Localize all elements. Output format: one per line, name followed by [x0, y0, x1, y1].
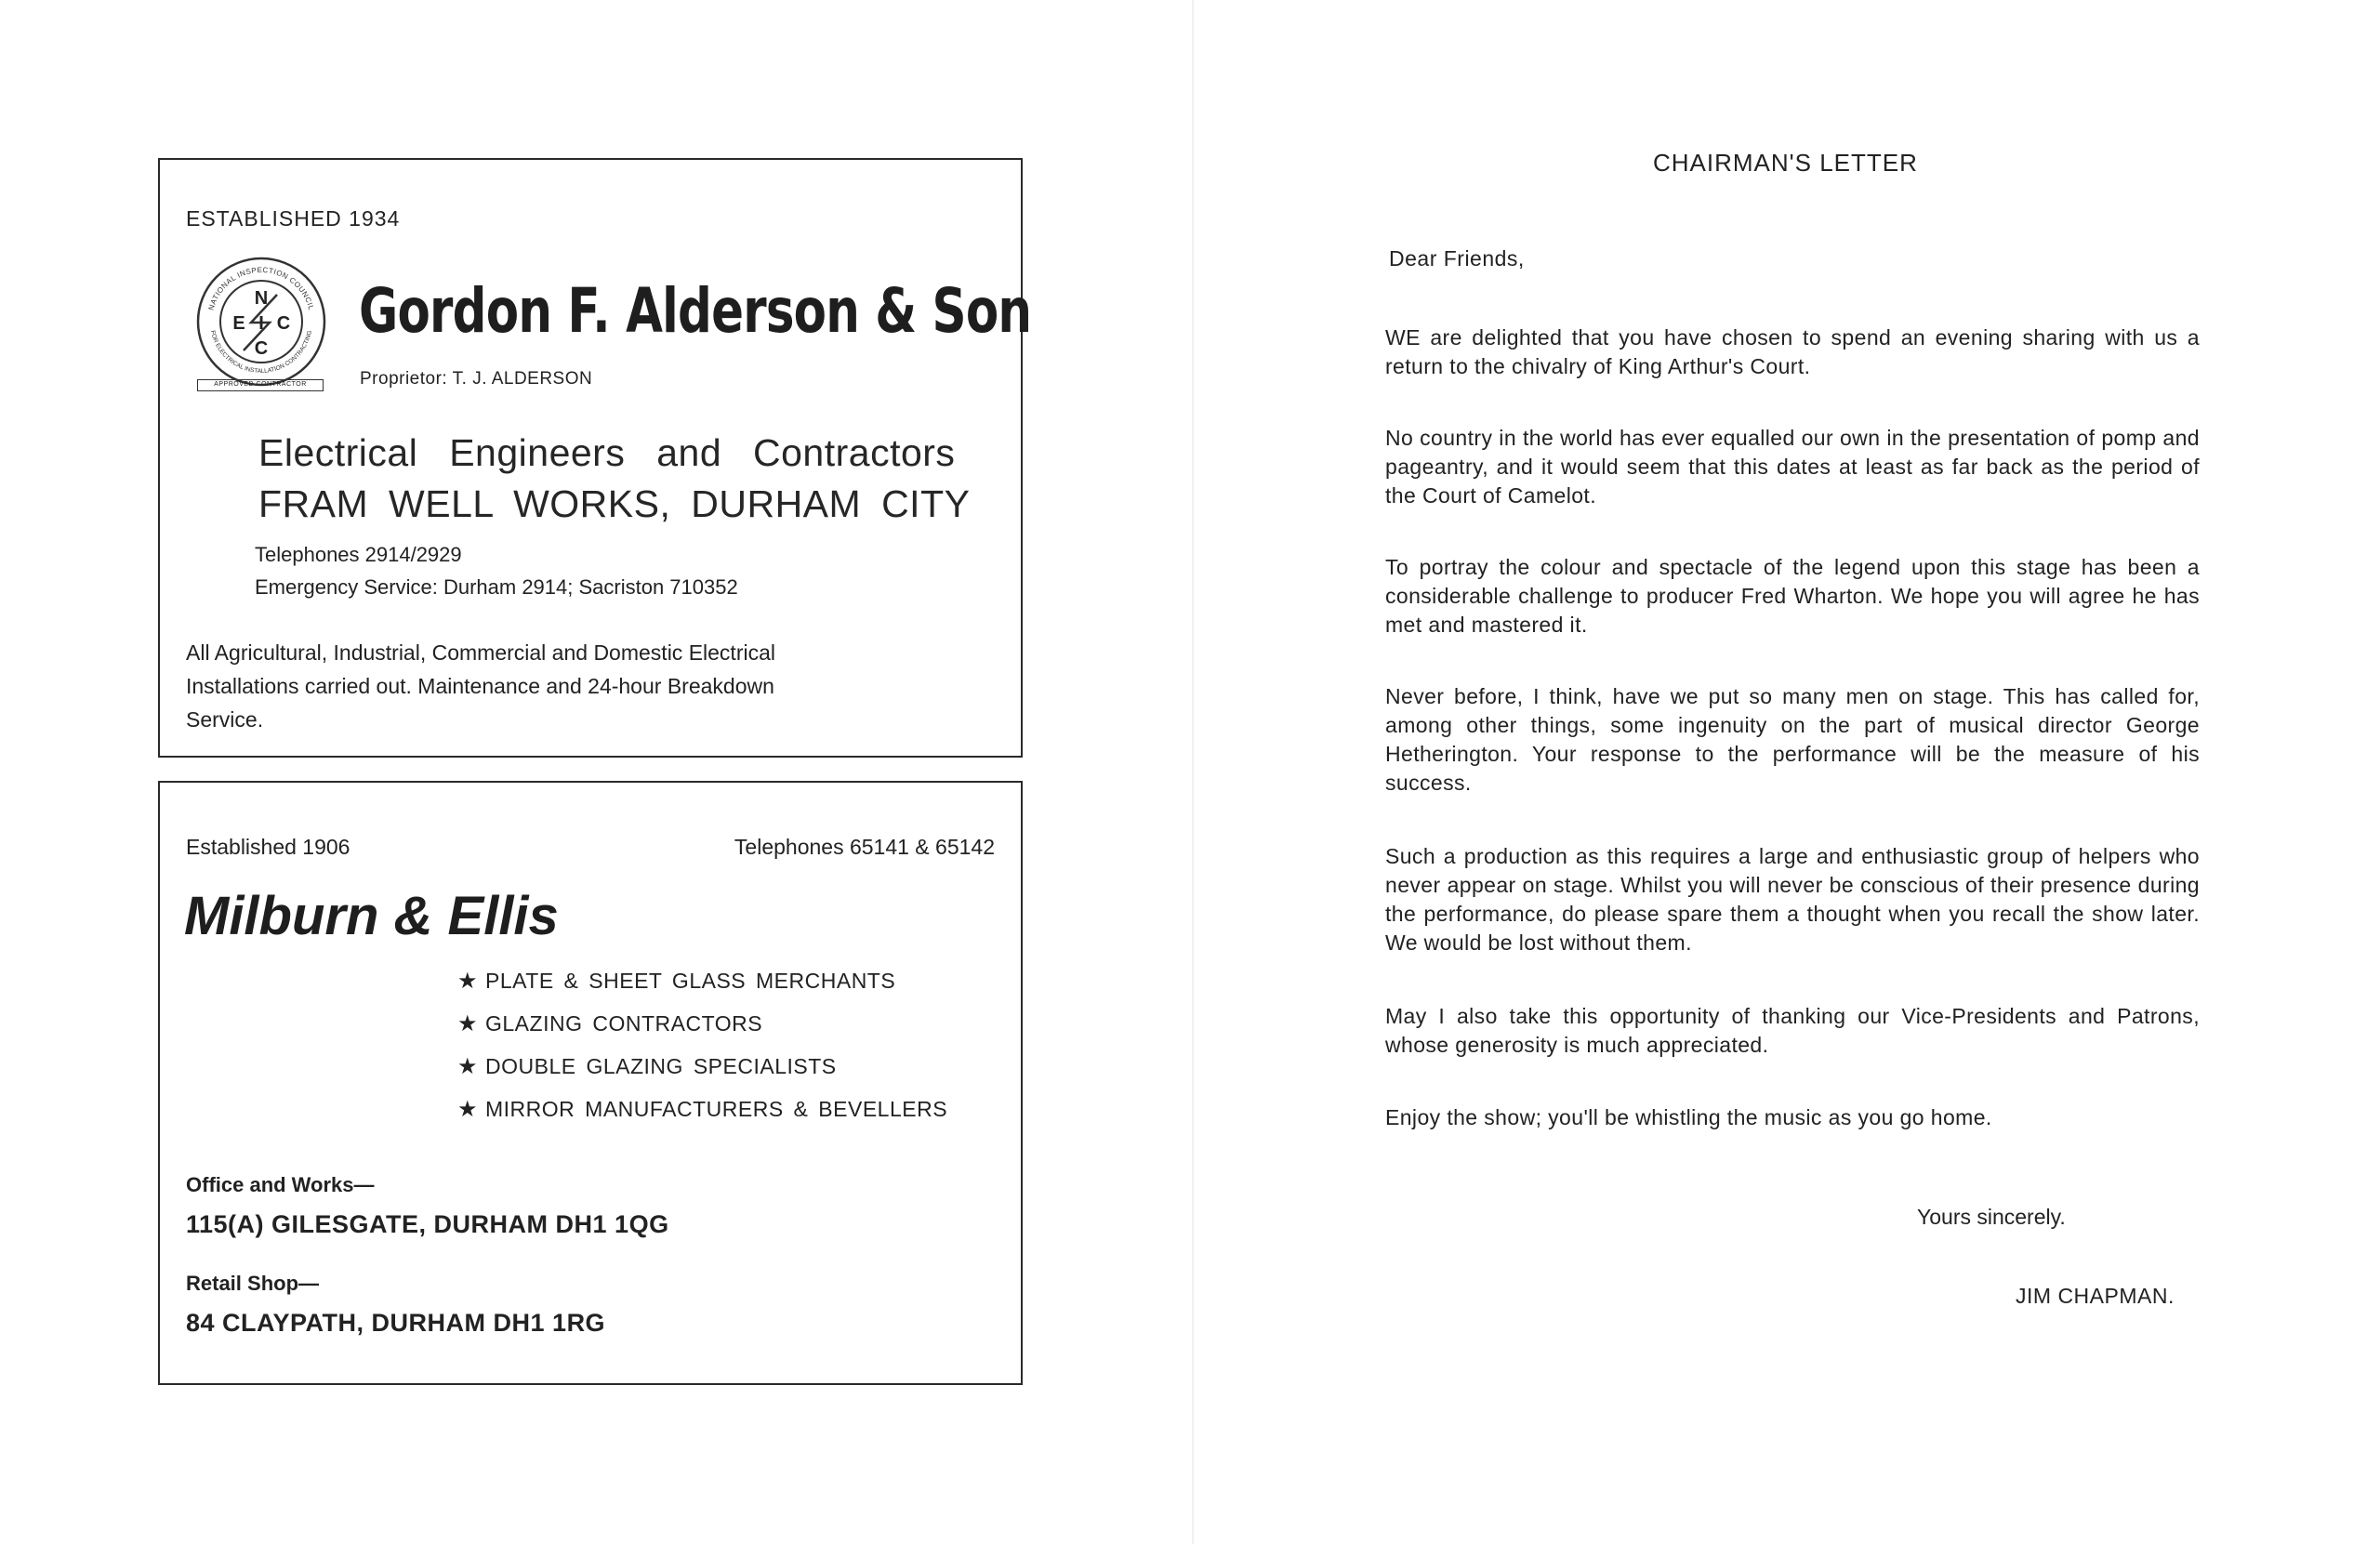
ad-milburn-ellis: [158, 781, 1023, 1385]
proprietor: Proprietor: T. J. ALDERSON: [360, 369, 593, 389]
services-list: [457, 959, 947, 1130]
greeting: Dear Friends,: [1389, 246, 1525, 271]
list-item: ★ GLAZING CONTRACTORS: [457, 1002, 947, 1045]
retail-address: 84 CLAYPATH, DURHAM DH1 1RG: [186, 1309, 606, 1337]
letter-paragraph: WE are delighted that you have chosen to spend an evening sharing with us a return to the chivalry of King Arthur's Court.: [1385, 325, 2200, 378]
services-description: All Agricultural, Industrial, Commercial and Domestic Electrical Installations carried out. Maintenance and 24-hour Breakdown Service.: [186, 640, 775, 732]
established-year: ESTABLISHED 1934: [186, 206, 401, 231]
telephone-numbers: Telephones 2914/2929: [255, 543, 462, 566]
business-type: Electrical Engineers and Contractors: [258, 431, 956, 474]
office-address: 115(A) GILESGATE, DURHAM DH1 1QG: [186, 1210, 669, 1238]
niceic-seal-icon: [195, 256, 327, 388]
emergency-service: Emergency Service: Durham 2914; Sacriston 710352: [255, 575, 738, 599]
letter-paragraph: Such a production as this requires a large and enthusiastic group of helpers who never appear on stage. Whilst you will never be conscious of their presence during the performance, do please spare them a thought when you recall the show later. We would be lost without them.: [1385, 844, 2200, 955]
letter-paragraph: Never before, I think, have we put so many men on stage. This has called for, among other things, some ingenuity on the part of musical director George Hetherington. Your response to the performance will be the measure of his success.: [1385, 684, 2200, 795]
closing: Yours sincerely.: [1917, 1205, 2066, 1229]
office-label: Office and Works—: [186, 1173, 375, 1196]
page-fold: [1192, 0, 1194, 1544]
list-item: ★ DOUBLE GLAZING SPECIALISTS: [457, 1045, 947, 1088]
page-title: CHAIRMAN'S LETTER: [1653, 149, 1918, 177]
star-icon: ★: [457, 969, 479, 994]
letter-paragraph: No country in the world has ever equalled our own in the presentation of pomp and pageantry, and it would seem that this dates at least as far back as the period of the Court of Camelot.: [1385, 426, 2200, 508]
svg-text:NATIONAL INSPECTION COUNCIL: NATIONAL INSPECTION COUNCIL: [206, 265, 316, 311]
svg-text:C: C: [276, 313, 291, 334]
svg-text:E: E: [232, 313, 245, 334]
star-icon: ★: [457, 1011, 479, 1036]
letter-paragraph: To portray the colour and spectacle of the legend upon this stage has been a considerable challenge to producer Fred Wharton. We hope you will agree he has met and mastered it.: [1385, 555, 2200, 637]
list-item: ★ MIRROR MANUFACTURERS & BEVELLERS: [457, 1088, 947, 1130]
approved-contractor-badge: APPROVED CONTRACTOR: [197, 379, 324, 391]
svg-text:C: C: [254, 338, 269, 359]
retail-label: Retail Shop—: [186, 1272, 320, 1295]
list-item: ★ PLATE & SHEET GLASS MERCHANTS: [457, 959, 947, 1002]
firm-name: Milburn & Ellis: [184, 886, 559, 946]
ad-alderson: [158, 158, 1032, 758]
star-icon: ★: [457, 1054, 479, 1079]
letter-paragraph: Enjoy the show; you'll be whistling the music as you go home.: [1385, 1105, 1992, 1129]
signature: JIM CHAPMAN.: [2016, 1284, 2175, 1308]
established-year: Established 1906: [186, 835, 350, 859]
svg-text:FOR ELECTRICAL INSTALLATION CO: FOR ELECTRICAL INSTALLATION CONTRACTING: [208, 329, 314, 376]
business-address: FRAM WELL WORKS, DURHAM CITY: [258, 482, 971, 525]
svg-text:I: I: [258, 313, 264, 334]
firm-name: Gordon F. Alderson & Son: [359, 275, 1032, 347]
svg-text:N: N: [254, 288, 269, 309]
star-icon: ★: [457, 1097, 479, 1122]
letter-paragraph: May I also take this opportunity of thanking our Vice-Presidents and Patrons, whose generosity is much appreciated.: [1385, 1004, 2200, 1057]
telephone-numbers: Telephones 65141 & 65142: [734, 835, 995, 859]
